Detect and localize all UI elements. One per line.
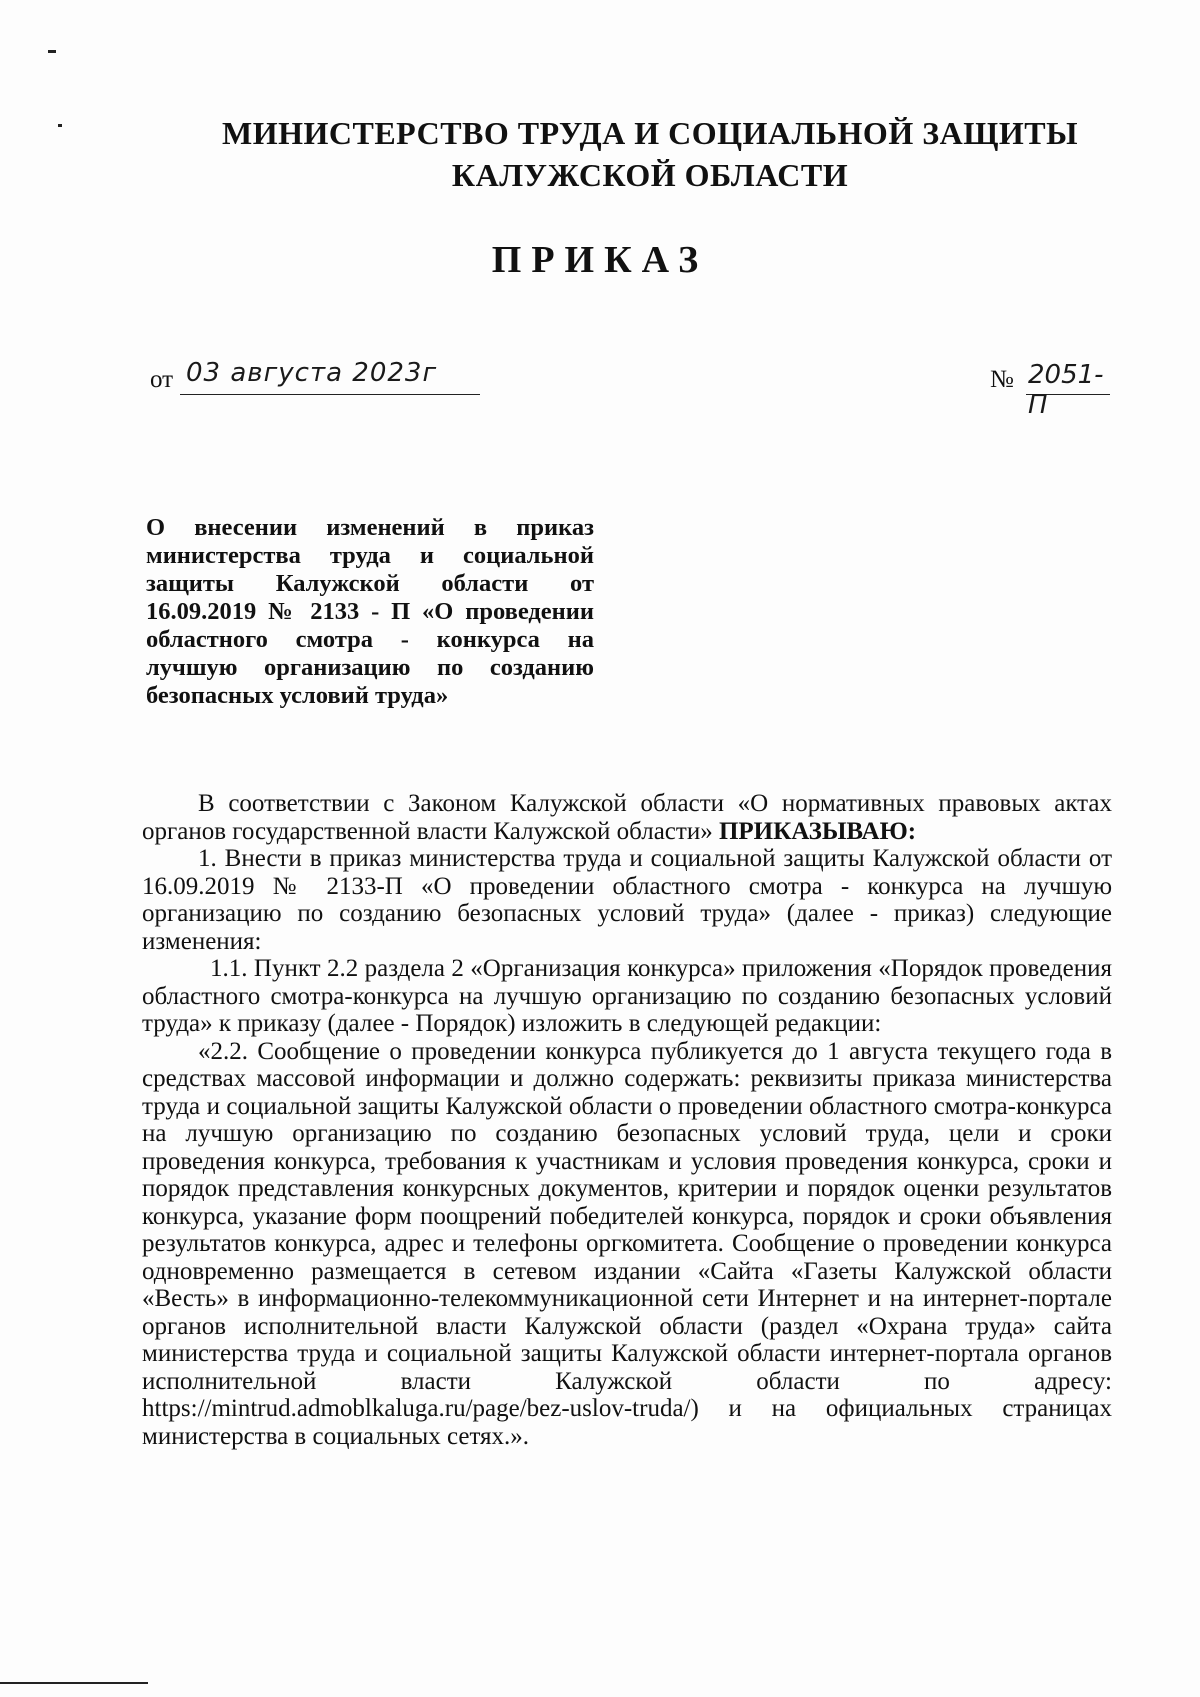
item-1-1: 1.1. Пункт 2.2 раздела 2 «Организация конкурса» приложения «Порядок проведения областного смотра-конкурса на лучшую организацию по созданию безопасных условий труда» к приказу (далее - Порядок) изложить в следующей редакции: [142,955,1112,1037]
handwritten-number: 2051-П [1028,360,1104,420]
handwritten-date: 03 августа 2023г [186,358,438,388]
document-type: ПРИКАЗ [491,239,709,281]
intro-text: В соответствии с Законом Калужской области «О нормативных правовых актах органов государственной власти Калужской области» [142,790,1112,845]
order-directive: ПРИКАЗЫВАЮ: [718,817,917,845]
ministry-name [150,112,1150,196]
order-body [142,790,1112,1450]
date-prefix: от [150,366,174,393]
scan-mark [58,124,62,127]
quoted-clause-2-2: «2.2. Сообщение о проведении конкурса публикуется до 1 августа текущего года в средствах массовой информации и должно содержать: реквизиты приказа министерства труда и социальной защиты Калужской области о проведении областного смотра-конкурса на лучшую организацию по созданию безопасных условий труда, цели и сроки проведения конкурса, требования к участникам и условия проведения конкурса, сроки и порядок представления конкурсных документов, критерии и порядок оценки результатов конкурса, указание форм поощрений победителей конкурса, порядок и сроки объявления результатов конкурса, адрес и телефоны оргкомитета. Сообщение о проведении конкурса одновременно размещается в сетевом издании «Сайта «Газеты Калужской области «Весть» в информационно-телекоммуникационной сети Интернет и на интернет-портале органов исполнительной власти Калужской области (раздел «Охрана труда» сайта министерства труда и социальной защиты Калужской области интернет-портала органов исполнительной власти Калужской области по адресу: https://mintrud.admoblkaluga.ru/page/bez-uslov-truda/) и на официальных страницах министерства в социальных сетях.». [142,1037,1112,1450]
scan-mark [48,50,56,53]
item-1: 1. Внести в приказ министерства труда и социальной защиты Калужской области от 16.09.2019 № 2133-П «О проведении областного смотра - конкурса на лучшую организацию по созданию безопасных условий труда» (далее - приказ) следующие изменения: [142,845,1112,955]
date-number-row [150,358,1110,420]
scan-mark [0,1682,148,1684]
ministry-name-line2: КАЛУЖСКОЙ ОБЛАСТИ [451,157,849,193]
ministry-name-line1: МИНИСТЕРСТВО ТРУДА И СОЦИАЛЬНОЙ ЗАЩИТЫ [221,115,1078,151]
intro-paragraph [142,790,1112,845]
order-subject: О внесении изменений в приказ министерства труда и социальной защиты Калужской области от 16.09.2019 № 2133 - П «О проведении областного смотра - конкурса на лучшую организацию по созданию безопасных условий труда» [146,514,594,709]
date-underline [180,394,480,395]
number-prefix: № [990,366,1014,393]
